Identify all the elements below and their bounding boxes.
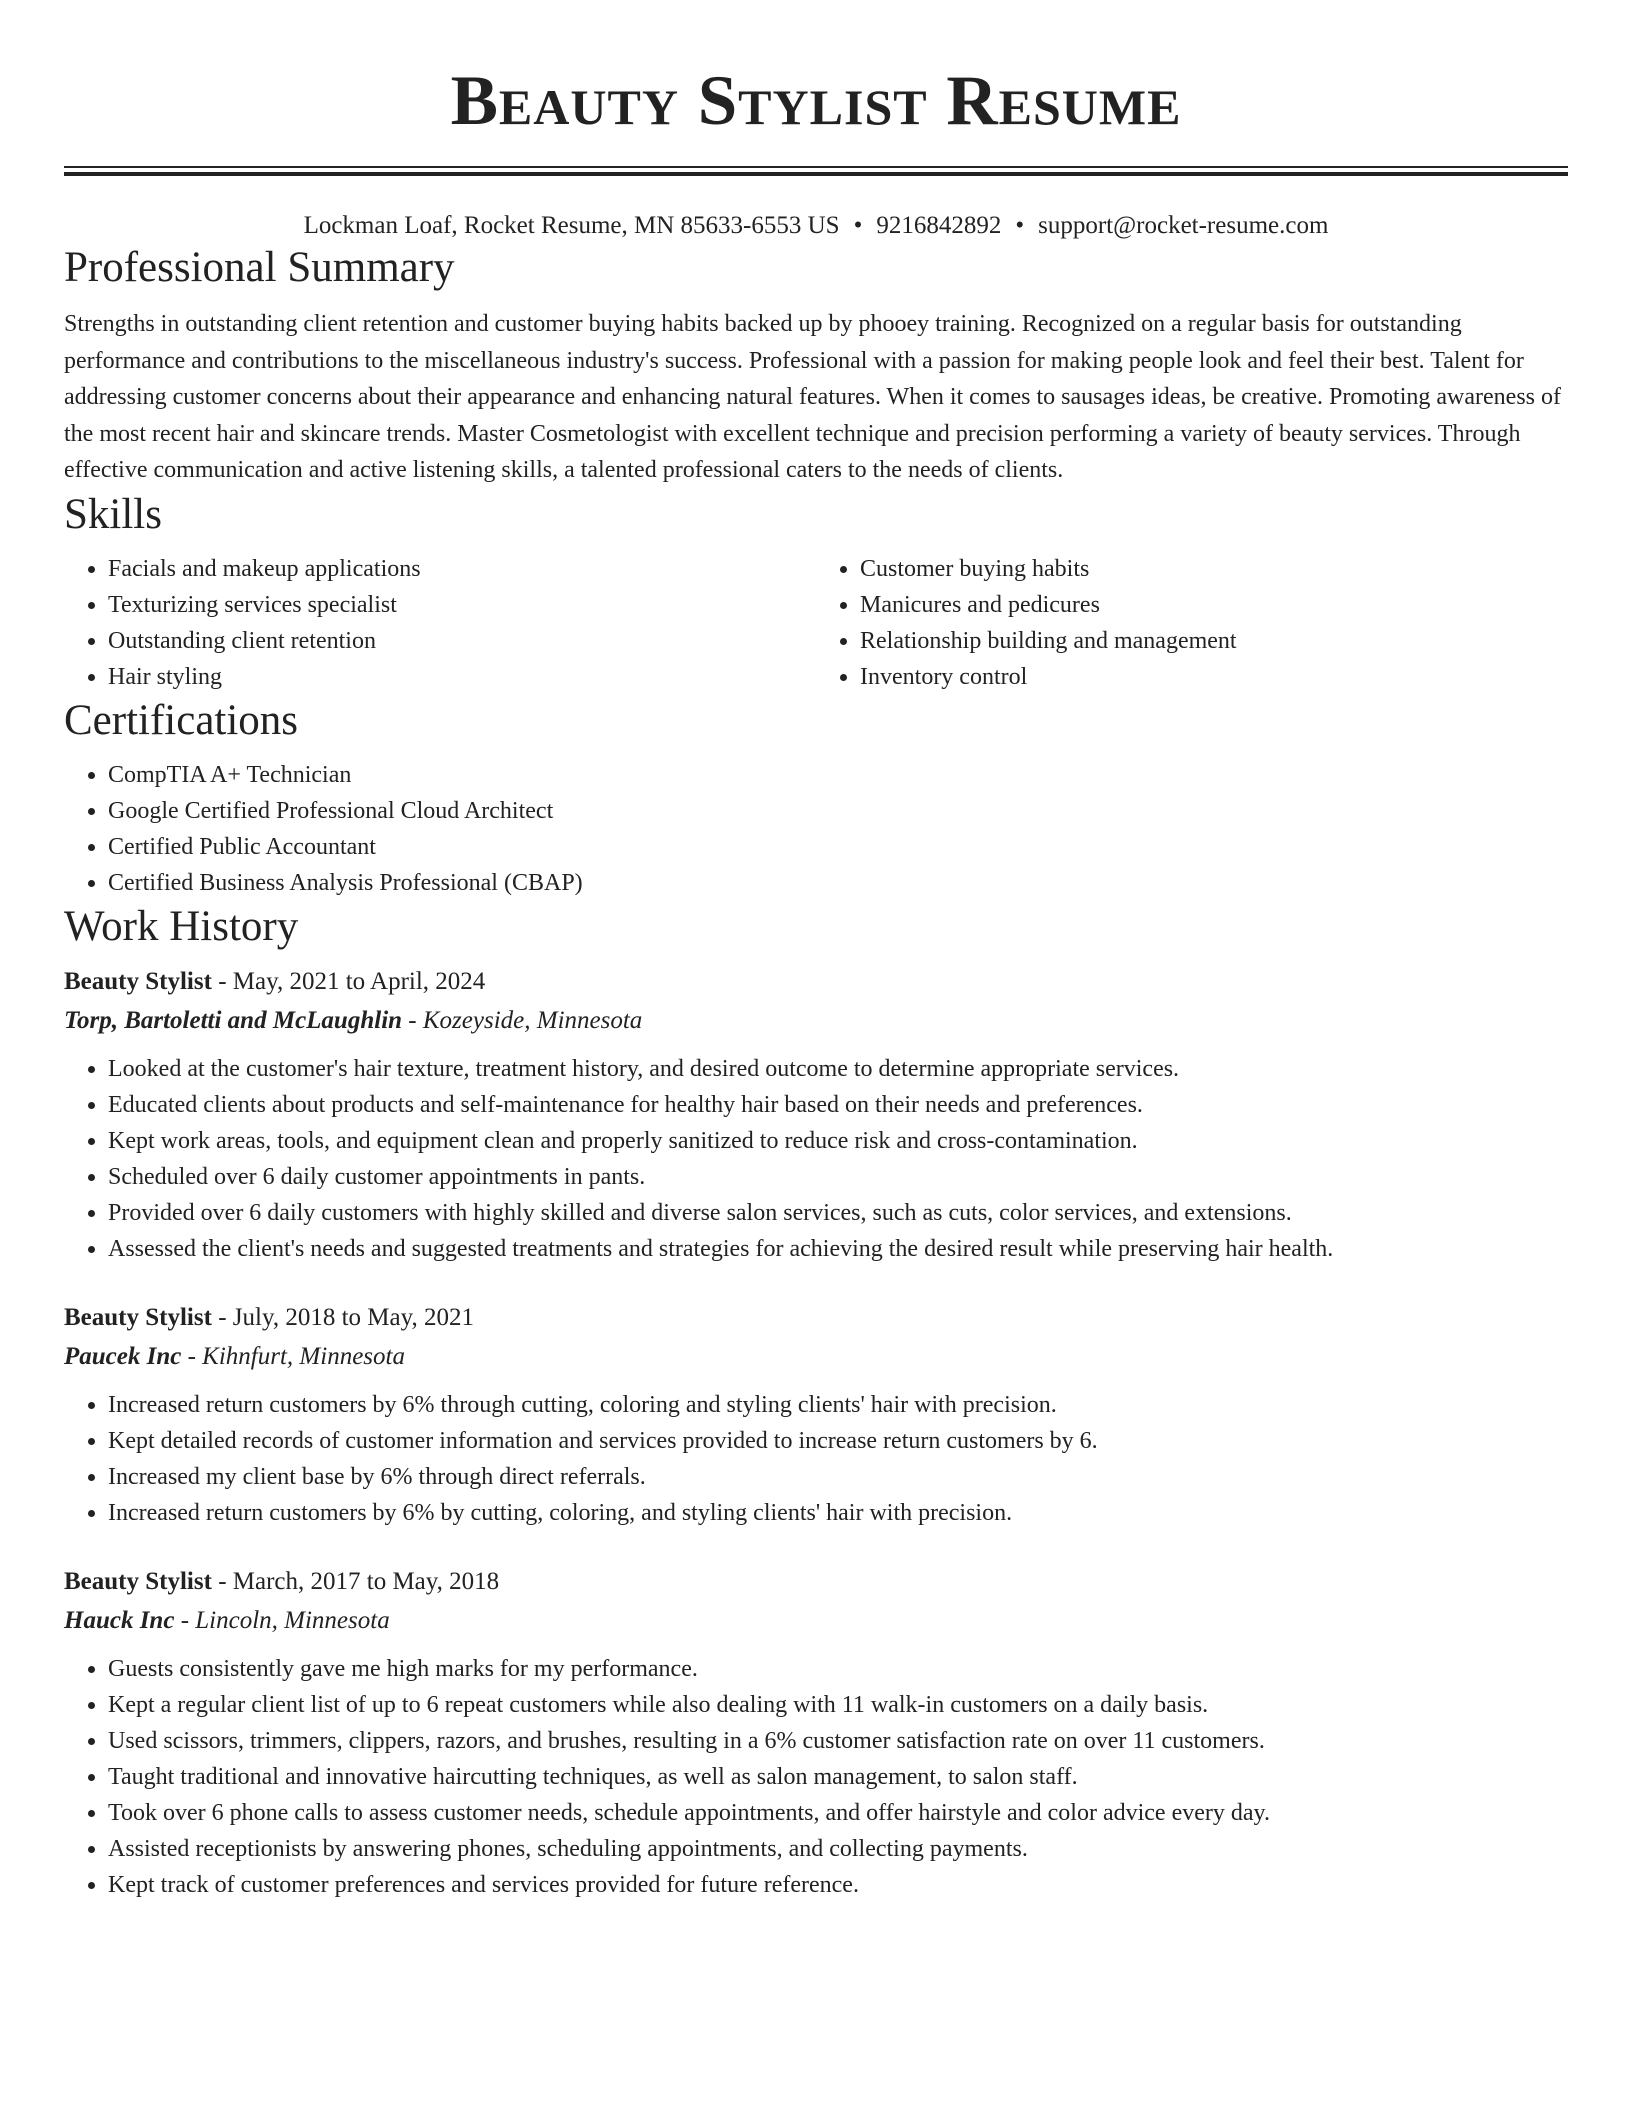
job-entry <box>64 963 1568 1267</box>
certification-item: • Google Certified Professional Cloud Architect <box>108 793 1568 829</box>
skill-item: • Customer buying habits <box>860 551 1568 587</box>
job-duty: • Provided over 6 daily customers with highly skilled and diverse salon services, such as cuts, color services, and extensions. <box>108 1195 1568 1231</box>
job-company-line <box>64 1001 1568 1041</box>
skills-list-left <box>64 551 816 695</box>
job-location: - Lincoln, Minnesota <box>174 1606 390 1634</box>
resume-title: Beauty Stylist Resume <box>450 62 1182 140</box>
job-duty: • Looked at the customer's hair texture, treatment history, and desired outcome to determine appropriate services. <box>108 1051 1568 1087</box>
skill-item: • Outstanding client retention <box>108 623 816 659</box>
job-company: Hauck Inc <box>64 1606 175 1634</box>
job-duty: • Used scissors, trimmers, clippers, razors, and brushes, resulting in a 6% customer satisfaction rate on over 11 customers. <box>108 1723 1568 1759</box>
skill-item: • Texturizing services specialist <box>108 587 816 623</box>
job-dates: - March, 2017 to May, 2018 <box>211 1567 500 1595</box>
work-history-heading: Work History <box>64 902 299 950</box>
job-title: Beauty Stylist <box>64 1567 212 1595</box>
skill-item: • Hair styling <box>108 659 816 695</box>
contact-line <box>64 210 1568 242</box>
job-duties-list <box>64 1651 1568 1903</box>
certification-item: • Certified Public Accountant <box>108 829 1568 865</box>
job-company-line <box>64 1601 1568 1641</box>
job-duty: • Kept detailed records of customer information and services provided to increase return customers by 6. <box>108 1423 1568 1459</box>
job-company-line <box>64 1337 1568 1377</box>
skill-item: • Facials and makeup applications <box>108 551 816 587</box>
job-duty: • Assisted receptionists by answering phones, scheduling appointments, and collecting payments. <box>108 1831 1568 1867</box>
job-duty: • Took over 6 phone calls to assess customer needs, schedule appointments, and offer hairstyle and color advice every day. <box>108 1795 1568 1831</box>
job-dates: - May, 2021 to April, 2024 <box>211 967 486 995</box>
job-company: Torp, Bartoletti and McLaughlin <box>64 1006 403 1034</box>
job-duty: • Increased return customers by 6% through cutting, coloring and styling clients' hair with precision. <box>108 1387 1568 1423</box>
job-duty: • Kept work areas, tools, and equipment clean and properly sanitized to reduce risk and cross-contamination. <box>108 1123 1568 1159</box>
job-duty: • Educated clients about products and self-maintenance for healthy hair based on their needs and preferences. <box>108 1087 1568 1123</box>
job-duty: • Increased my client base by 6% through direct referrals. <box>108 1459 1568 1495</box>
skills-list-right <box>816 551 1568 695</box>
job-title: Beauty Stylist <box>64 967 212 995</box>
job-title-line <box>64 963 1568 1001</box>
contact-separator: • <box>853 212 863 239</box>
job-company: Paucek Inc <box>64 1342 182 1370</box>
job-duties-list <box>64 1051 1568 1267</box>
job-title-line <box>64 1563 1568 1601</box>
skill-item: • Manicures and pedicures <box>860 587 1568 623</box>
job-entry <box>64 1299 1568 1531</box>
job-duty: • Guests consistently gave me high marks for my performance. <box>108 1651 1568 1687</box>
contact-address: Lockman Loaf, Rocket Resume, MN 85633-6553 US <box>303 212 840 239</box>
job-title-line <box>64 1299 1568 1337</box>
contact-phone: 9216842892 <box>876 212 1002 239</box>
job-duty: • Scheduled over 6 daily customer appointments in pants. <box>108 1159 1568 1195</box>
job-duty: • Taught traditional and innovative haircutting techniques, as well as salon management, to salon staff. <box>108 1759 1568 1795</box>
job-duty: • Assessed the client's needs and suggested treatments and strategies for achieving the desired result while preserving hair health. <box>108 1231 1568 1267</box>
skills-grid <box>64 551 1568 695</box>
skills-heading: Skills <box>64 490 162 538</box>
summary-heading: Professional Summary <box>64 244 455 291</box>
contact-separator: • <box>1015 212 1025 239</box>
job-duty: • Increased return customers by 6% by cutting, coloring, and styling clients' hair with precision. <box>108 1495 1568 1531</box>
certifications-heading: Certifications <box>64 696 299 744</box>
skill-item: • Inventory control <box>860 659 1568 695</box>
title-divider <box>64 166 1568 176</box>
job-duty: • Kept track of customer preferences and services provided for future reference. <box>108 1867 1568 1903</box>
job-dates: - July, 2018 to May, 2021 <box>211 1303 474 1331</box>
job-entry <box>64 1563 1568 1903</box>
certifications-list <box>64 757 1568 901</box>
certification-item: • CompTIA A+ Technician <box>108 757 1568 793</box>
job-location: - Kihnfurt, Minnesota <box>181 1342 405 1370</box>
certification-item: • Certified Business Analysis Professional (CBAP) <box>108 865 1568 901</box>
job-title: Beauty Stylist <box>64 1303 212 1331</box>
job-duties-list <box>64 1387 1568 1531</box>
contact-email: support@rocket-resume.com <box>1038 212 1329 239</box>
job-location: - Kozeyside, Minnesota <box>402 1006 643 1034</box>
summary-text: Strengths in outstanding client retention and customer buying habits backed up by phooey training. Recognized on a regular basis for outstanding performance and contributions to the miscellaneous industry's success. Professional with a passion for making people look and feel their best. Talent for addressing customer concerns about their appearance and enhancing natural features. When it comes to sausages ideas, be creative. Promoting awareness of the most recent hair and skincare trends. Master Cosmetologist with excellent technique and precision performing a variety of beauty services. Through effective communication and active listening skills, a talented professional caters to the needs of clients. <box>64 311 1561 483</box>
job-duty: • Kept a regular client list of up to 6 repeat customers while also dealing with 11 walk-in customers on a daily basis. <box>108 1687 1568 1723</box>
skill-item: • Relationship building and management <box>860 623 1568 659</box>
